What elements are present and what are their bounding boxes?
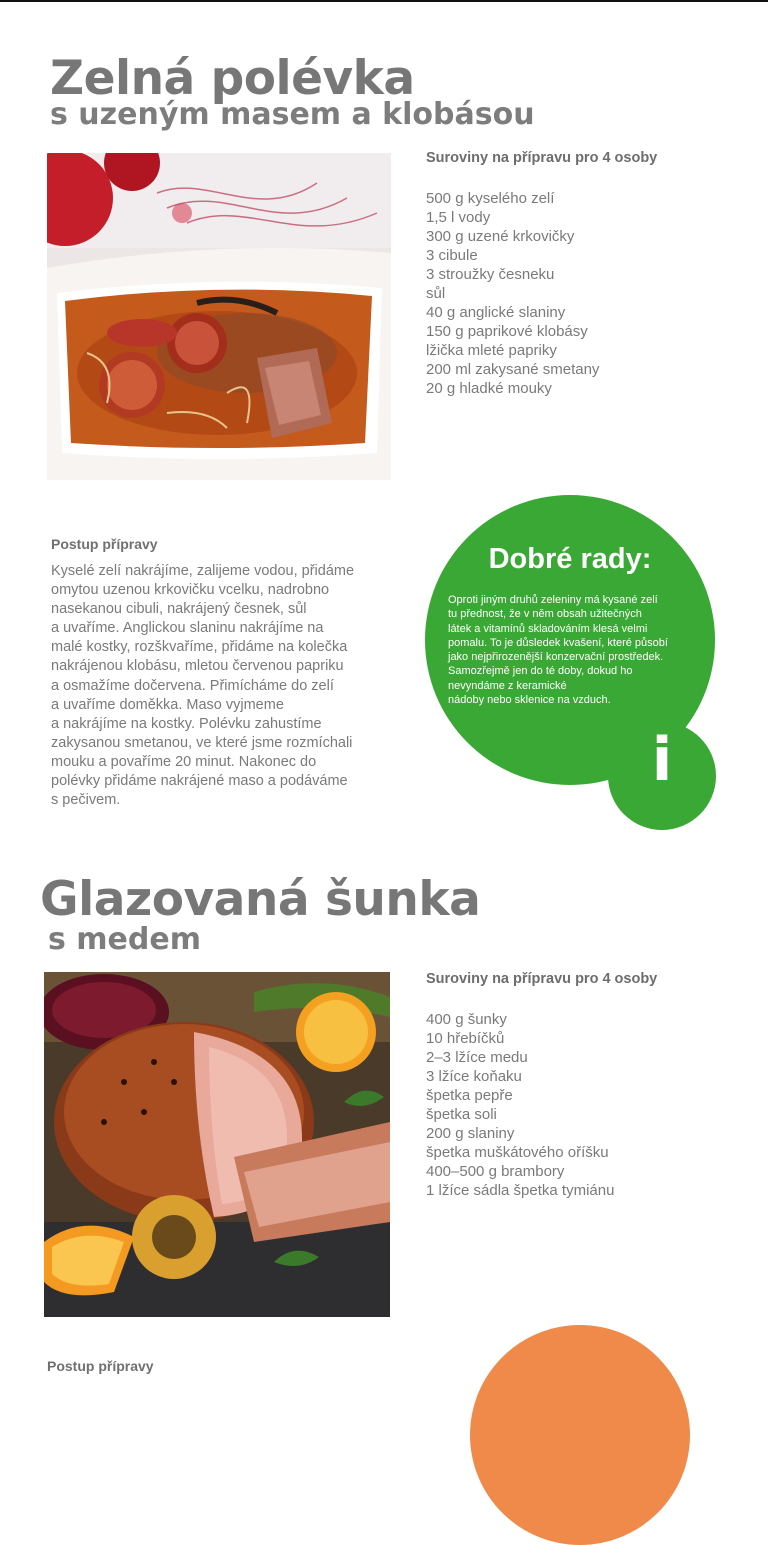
tips-title: Dobré rady: bbox=[488, 543, 652, 575]
ingredient-item: 150 g paprikové klobásy bbox=[426, 323, 588, 340]
ingredient-item: sůl bbox=[426, 285, 446, 302]
recipe1-title: Zelná polévka bbox=[50, 51, 415, 106]
info-icon: i bbox=[651, 725, 673, 795]
ingredient-item: 1 lžíce sádla špetka tymiánu bbox=[426, 1182, 615, 1199]
ingredient-item: 20 g hladké mouky bbox=[426, 380, 552, 397]
cabbage-soup-photo bbox=[47, 153, 391, 480]
ingredient-item: 200 g slaniny bbox=[426, 1125, 515, 1142]
recipe2-ingredients-list bbox=[426, 1010, 614, 1200]
glazed-ham-photo bbox=[44, 972, 390, 1317]
ingredient-item: 10 hřebíčků bbox=[426, 1030, 505, 1047]
ingredient-item: 500 g kyselého zelí bbox=[426, 190, 555, 207]
recipe2-subtitle: s medem bbox=[48, 922, 201, 957]
ingredient-item: 3 lžíce koňaku bbox=[426, 1068, 522, 1085]
ingredient-item: 2–3 lžíce medu bbox=[426, 1049, 528, 1066]
ingredient-item: lžička mleté papriky bbox=[426, 342, 557, 359]
ingredient-item: 200 ml zakysané smetany bbox=[426, 361, 600, 378]
ingredient-item: 3 stroužky česneku bbox=[426, 266, 555, 283]
ingredient-item: 400 g šunky bbox=[426, 1011, 507, 1028]
ingredient-item: 1,5 l vody bbox=[426, 209, 491, 226]
recipe1-ingredients-list bbox=[426, 189, 599, 398]
tips-text: Oproti jiným druhů zeleniny má kysané zelí tu přednost, že v něm obsah užitečných látek a vitamínů skladováním klesá velmi pomalu. To je důsledek kvašení, které působí jako nejpřirozenější konzervační prostředek. Samozřejmě jen do té doby, dokud ho nevyndáme z keramické nádoby nebo sklenice na vzduch. bbox=[448, 594, 668, 707]
top-border bbox=[0, 0, 768, 2]
ingredient-item: špetka muškátového oříšku bbox=[426, 1144, 609, 1161]
recipe2-procedure-heading: Postup přípravy bbox=[47, 1358, 154, 1374]
recipe1-procedure-heading: Postup přípravy bbox=[51, 536, 158, 552]
ingredient-item: špetka soli bbox=[426, 1106, 497, 1123]
orange-bubble bbox=[470, 1325, 690, 1545]
recipe1-subtitle: s uzeným masem a klobásou bbox=[50, 97, 535, 132]
ingredient-item: 300 g uzené krkovičky bbox=[426, 228, 575, 245]
ingredient-item: špetka pepře bbox=[426, 1087, 513, 1104]
recipe1-procedure-text: Kyselé zelí nakrájíme, zalijeme vodou, přidáme omytou uzenou krkovičku vcelku, nadrobno nasekanou cibuli, nakrájený česnek, sůl a uvaříme. Anglickou slaninu nakrájíme na malé kostky, rozškvaříme, přidáme na kolečka nakrájenou klobásu, mletou červenou papriku a osmažíme dočervena. Přimícháme do zelí a uvaříme doměkka. Maso vyjmeme a nakrájíme na kostky. Polévku zahustíme zakysanou smetanou, ve které jsme rozmíchali mouku a povaříme 20 minut. Nakonec do polévky přidáme nakrájené maso a podáváme s pečivem. bbox=[51, 563, 355, 809]
recipe2-title: Glazovaná šunka bbox=[40, 872, 481, 927]
ingredient-item: 400–500 g brambory bbox=[426, 1163, 565, 1180]
ingredient-item: 40 g anglické slaniny bbox=[426, 304, 566, 321]
recipe1-ingredients-heading: Suroviny na přípravu pro 4 osoby bbox=[426, 150, 658, 166]
ingredient-item: 3 cibule bbox=[426, 247, 478, 264]
recipe2-ingredients-heading: Suroviny na přípravu pro 4 osoby bbox=[426, 971, 658, 987]
